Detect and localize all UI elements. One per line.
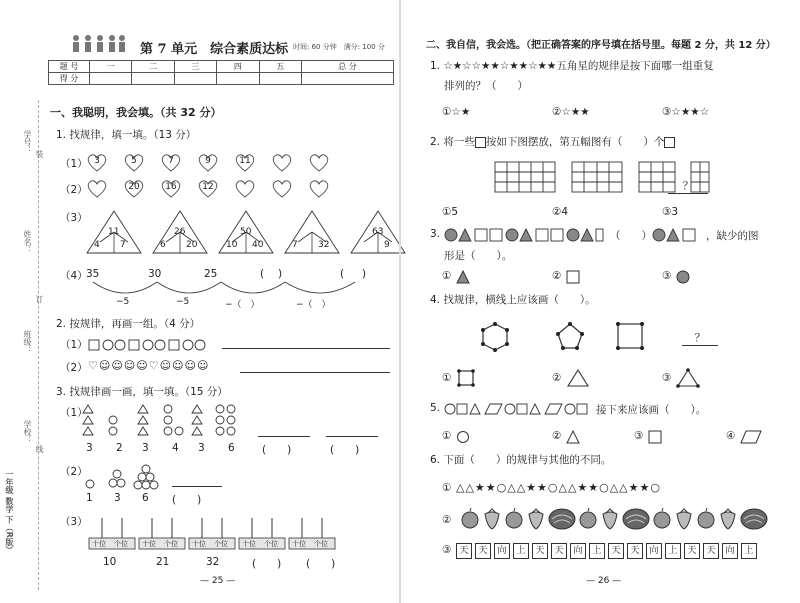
hop-num: 25 (204, 268, 218, 280)
abacus (238, 516, 286, 553)
q3-count: 3 (86, 442, 93, 454)
r-q1-option-1[interactable]: ①☆★ (442, 106, 471, 118)
q1-row2-label: （2） (60, 184, 88, 196)
sidebar-school: 学校： (23, 420, 32, 444)
q3-row2-circle-triangles (82, 464, 162, 490)
r-q6-option-1[interactable]: ① (442, 482, 452, 494)
q3-row1-label: （1） (60, 407, 88, 419)
sidebar-book-title: 一年级 数学 下（R版） (5, 470, 14, 554)
r-q1-option-3[interactable]: ③☆★★☆ (662, 106, 710, 118)
apple-icon (652, 508, 672, 530)
section-2-heading: 二、我自信，我会选。（把正确答案的序号填在括号里。每题 2 分，共 12 分） (426, 40, 776, 51)
char-cell: 天 (551, 543, 567, 559)
r-q3-option-3[interactable]: ③ (662, 270, 672, 282)
triangle-icon (566, 368, 590, 388)
q3-count-blank[interactable]: ( ) (262, 444, 292, 456)
triangle-l-value[interactable]: 10 (226, 240, 238, 250)
score-header-cell: 题 号 (49, 61, 90, 73)
number-triangle (284, 210, 340, 254)
score-cell[interactable] (259, 73, 301, 85)
triangle-top-value[interactable]: 50 (240, 227, 252, 237)
q3-count-blank[interactable]: ( ) (330, 444, 360, 456)
score-cell[interactable] (301, 73, 393, 85)
r-q2-option-3[interactable]: ③3 (662, 206, 679, 218)
square-icon (664, 137, 675, 148)
heart-icon (197, 179, 219, 199)
triangle-l-value[interactable]: 6 (160, 240, 166, 250)
q3-row1-line-b[interactable] (326, 436, 378, 437)
r-q3-sequence-end (652, 227, 706, 243)
score-header-cell: 四 (217, 61, 259, 73)
heart-value[interactable]: 11 (239, 156, 251, 166)
heart-value[interactable]: 3 (94, 156, 100, 166)
abacus-ones-label: 个位 (264, 540, 278, 548)
hop-num: 30 (148, 268, 162, 280)
r-q6-option-3[interactable]: ③ (442, 544, 452, 556)
q3-row2-count-blank[interactable]: ( ) (172, 494, 202, 506)
q2-heading: 2. 按规律，再画一组。（4 分） (56, 318, 201, 330)
heart-value[interactable]: 5 (131, 156, 137, 166)
q2-row1-label: （1） (60, 339, 88, 351)
char-cell: 天 (684, 543, 700, 559)
watermelon-icon (622, 508, 650, 530)
r-q3-option-2[interactable]: ② (552, 270, 562, 282)
heart-icon (86, 179, 108, 199)
q2-row2-label: （2） (60, 362, 88, 374)
q2-row2-answer-line[interactable] (240, 372, 390, 373)
right-page (400, 0, 800, 603)
triangle-l-value[interactable]: 7 (292, 240, 298, 250)
char-cell: 天 (456, 543, 472, 559)
page-number-left: — 25 — (200, 576, 236, 586)
abacus-value: 21 (156, 556, 170, 568)
r-q2-text (430, 134, 675, 149)
strawberry-icon (600, 508, 620, 530)
number-triangle (350, 210, 406, 254)
heart-icon (160, 179, 182, 199)
heart-icon (123, 179, 145, 199)
abacus-value-blank[interactable]: ( ) (252, 558, 282, 570)
score-cell[interactable] (174, 73, 216, 85)
abacus-value-blank[interactable]: ( ) (306, 558, 336, 570)
heart-icon (271, 179, 293, 199)
sidebar-mark: 线 (35, 445, 44, 453)
triangle-r-value[interactable]: 40 (252, 240, 264, 250)
hop-blank-close: ) (278, 268, 283, 280)
r-q2-option-1[interactable]: ①5 (442, 206, 459, 218)
r-q1-line2: 排列的？（ ） (444, 80, 528, 92)
score-cell[interactable] (217, 73, 259, 85)
heart-value[interactable]: 16 (165, 182, 177, 192)
heart-value[interactable]: 7 (168, 156, 174, 166)
heart-icon (123, 153, 145, 173)
watermelon-icon (548, 508, 576, 530)
number-triangle (86, 210, 142, 254)
q1-heading: 1. 找规律，填一填。（13 分） (56, 129, 197, 141)
r-q4-option-3[interactable]: ③ (662, 372, 672, 384)
sidebar-class: 班级： (23, 330, 32, 354)
char-cell: 上 (513, 543, 529, 559)
apple-icon (504, 508, 524, 530)
heart-value[interactable]: 20 (128, 182, 140, 192)
q3-row2-count: 1 (86, 492, 93, 504)
hop-blank-open: ( (340, 268, 345, 280)
binding-line (38, 100, 39, 590)
children-logo-icon (70, 34, 126, 56)
score-header-cell: 二 (132, 61, 174, 73)
q2-row2-symbols: ♡☺☺☺☺♡☺☺☺☺ (88, 359, 210, 372)
r-q5-option-2[interactable]: ② (552, 430, 562, 442)
strawberry-icon (526, 508, 546, 530)
score-header-cell: 五 (259, 61, 301, 73)
q3-row2-answer-line[interactable] (172, 486, 222, 487)
score-table (48, 60, 394, 85)
q3-count: 6 (228, 442, 235, 454)
apple-icon (460, 508, 480, 530)
strawberry-icon (482, 508, 502, 530)
r-q6-option-2[interactable]: ② (442, 514, 452, 526)
q3-row1-shapes (80, 404, 250, 440)
exam-meta: 时间: 60 分钟 满分: 100 分 (293, 43, 385, 51)
sidebar-mark: 订 (35, 295, 44, 303)
r-q5-option-1[interactable]: ① (442, 430, 452, 442)
heart-icon (308, 153, 330, 173)
triangle-top-value[interactable]: 11 (108, 227, 120, 237)
heart-icon (308, 179, 330, 199)
char-cell: 上 (665, 543, 681, 559)
heart-icon (234, 153, 256, 173)
abacus-value: 10 (103, 556, 117, 568)
r-q1-line1: 1. ☆★☆☆★★☆★★☆★★五角星的规律是按下面哪一组重复 (430, 60, 714, 72)
q3-row2-label: （2） (60, 466, 88, 478)
heart-value[interactable]: 12 (202, 182, 214, 192)
abacus (138, 516, 186, 553)
q3-row3-label: （3） (60, 516, 88, 528)
abacus-ones-label: 个位 (314, 540, 328, 548)
triangle-top-value[interactable]: 63 (372, 227, 384, 237)
number-triangle (152, 210, 208, 254)
r-q5-option-3[interactable]: ③ (634, 430, 644, 442)
q3-row1-line-a[interactable] (258, 436, 310, 437)
abacus (288, 516, 336, 553)
score-header-cell: 总 分 (301, 61, 393, 73)
char-cell: 上 (589, 543, 605, 559)
abacus (88, 516, 136, 553)
abacus-ones-label: 个位 (164, 540, 178, 548)
unit-title: 第 7 单元 综合素质达标 (140, 42, 289, 57)
triangle-r-value[interactable]: 32 (318, 240, 330, 250)
r-q3-sequence (444, 227, 604, 243)
q3-count: 4 (172, 442, 179, 454)
parallelogram-icon (740, 430, 762, 444)
r-q3-text: ，缺少的图 (706, 230, 759, 242)
triangle-filled-icon (456, 270, 470, 284)
abacus-tens-label: 十位 (242, 540, 256, 548)
r-q4-option-2[interactable]: ② (552, 372, 562, 384)
strawberry-icon (674, 508, 694, 530)
hop-op[interactable]: −（ ） (296, 300, 331, 310)
q3-count: 2 (116, 442, 123, 454)
r-q5-option-4[interactable]: ④ (726, 430, 736, 442)
q1-row4-label: （4） (60, 270, 88, 282)
r-q3-text-2: 形是（ ）。 (444, 250, 513, 262)
sidebar-mark: 装 (35, 150, 44, 158)
r-q3-option-1[interactable]: ① (442, 270, 452, 282)
abacus-ones-label: 个位 (114, 540, 128, 548)
triangle-r-value[interactable]: 20 (186, 240, 198, 250)
r-q5-sequence (444, 402, 594, 416)
score-label-cell: 得 分 (49, 73, 90, 85)
abacus-tens-label: 十位 (142, 540, 156, 548)
heart-icon (160, 153, 182, 173)
char-cell: 向 (494, 543, 510, 559)
square-icon (475, 137, 486, 148)
strawberry-icon (718, 508, 738, 530)
section-1-heading: 一、我聪明，我会填。（共 32 分） (50, 106, 222, 119)
r-q4-option-1[interactable]: ① (442, 372, 452, 384)
square-icon (648, 430, 662, 444)
abacus-tens-label: 十位 (192, 540, 206, 548)
r-q2-text-a: 2. 将一些 (430, 136, 475, 148)
square-icon (566, 270, 580, 284)
char-cell: 向 (646, 543, 662, 559)
q3-row2-count: 6 (142, 492, 149, 504)
heart-icon (234, 179, 256, 199)
watermelon-icon (740, 508, 768, 530)
number-triangle (218, 210, 274, 254)
page-number-right: — 26 — (586, 576, 622, 586)
q3-count: 3 (198, 442, 205, 454)
apple-icon (696, 508, 716, 530)
triangle-top-value[interactable]: 26 (174, 227, 186, 237)
hop-op: −5 (116, 297, 130, 307)
square-dots-icon (456, 368, 476, 388)
char-cell: 天 (703, 543, 719, 559)
r-q3-blank[interactable]: （ ） (610, 230, 652, 242)
heart-icon (86, 153, 108, 173)
char-cell: 天 (608, 543, 624, 559)
circle-icon (456, 430, 470, 444)
q2-row1-symbols (88, 338, 218, 355)
triangle-l-value[interactable]: 4 (94, 240, 100, 250)
q2-row1-answer-line[interactable] (222, 348, 390, 349)
r-q1-option-2[interactable]: ②☆★★ (552, 106, 590, 118)
hop-blank-close: ) (362, 268, 367, 280)
r-q4-answer-line[interactable]: ？ (682, 330, 718, 346)
r-q2-option-2[interactable]: ②4 (552, 206, 569, 218)
abacus (188, 516, 236, 553)
hop-blank-open: ( (260, 268, 265, 280)
hop-op: −5 (176, 297, 190, 307)
abacus-tens-label: 十位 (92, 540, 106, 548)
triangle-dots-icon (676, 368, 700, 388)
r-q2-answer-line[interactable]: ？ (668, 178, 708, 194)
hop-num: 35 (86, 268, 100, 280)
q3-count: 3 (142, 442, 149, 454)
r-q4-text: 4. 找规律，横线上应该画（ ）。 (430, 294, 596, 306)
char-cell: 天 (627, 543, 643, 559)
q3-heading: 3. 找规律画一画，填一填。（15 分） (56, 386, 228, 398)
r-q4-shapes (480, 320, 660, 356)
r-q5-number: 5. (430, 402, 441, 414)
r-q2-text-b: 按如下图摆放，第五幅图有（ ）个 (485, 136, 665, 148)
char-cell: 向 (722, 543, 738, 559)
score-cell[interactable] (132, 73, 174, 85)
triangle-icon (566, 430, 580, 444)
char-cell: 上 (741, 543, 757, 559)
q3-row2-count: 3 (114, 492, 121, 504)
char-cell: 天 (475, 543, 491, 559)
q1-row1-label: （1） (60, 158, 88, 170)
abacus-tens-label: 十位 (292, 540, 306, 548)
sidebar-name: 姓名： (23, 230, 32, 254)
apple-icon (578, 508, 598, 530)
heart-value[interactable]: 9 (205, 156, 211, 166)
triangle-r-value[interactable]: 9 (384, 240, 390, 250)
r-q5-text: 接下来应该画（ ）。 (596, 404, 707, 416)
score-header-cell: 三 (174, 61, 216, 73)
score-cell[interactable] (90, 73, 132, 85)
char-cell: 向 (570, 543, 586, 559)
r-q6-text: 6. 下面（ ）的规律与其他的不同。 (430, 454, 612, 466)
heart-icon (197, 153, 219, 173)
hop-op[interactable]: −（ ） (225, 300, 260, 310)
r-q6-row1-symbols: △△★★○△△★★○△△★★○△△★★○ (456, 481, 661, 494)
sidebar-student-id: 学号： (23, 130, 32, 154)
heart-icon (271, 153, 293, 173)
char-cell: 天 (532, 543, 548, 559)
triangle-r-value[interactable]: 7 (120, 240, 126, 250)
score-header-cell: 一 (90, 61, 132, 73)
abacus-ones-label: 个位 (214, 540, 228, 548)
abacus-value: 32 (206, 556, 220, 568)
r-q3-number: 3. (430, 228, 441, 240)
circle-filled-icon (676, 270, 690, 284)
q1-row3-label: （3） (60, 212, 88, 224)
